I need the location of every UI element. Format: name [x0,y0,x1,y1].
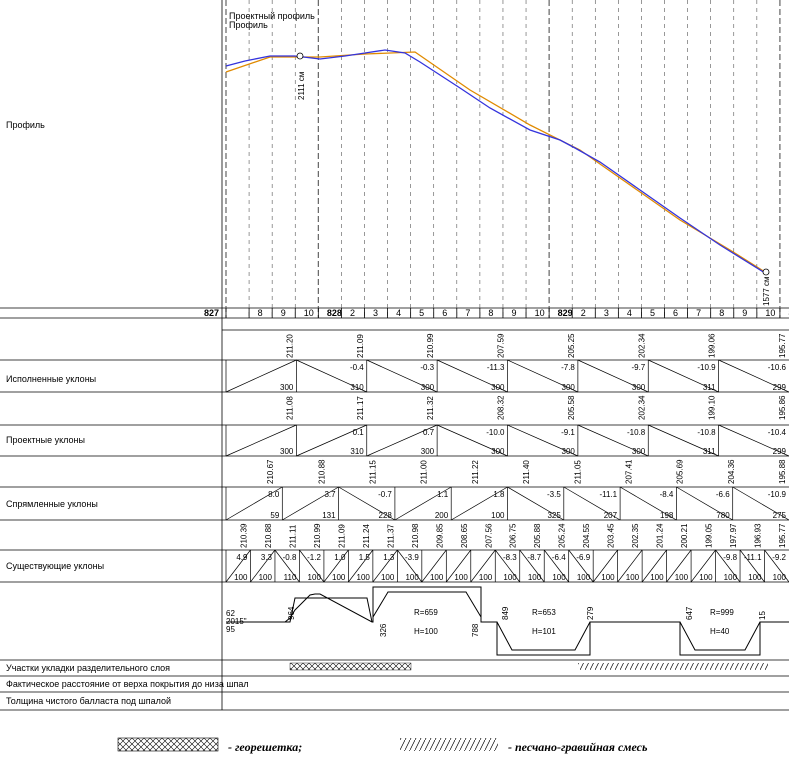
curve3-height: H=40 [710,627,730,636]
slope-value: -8.3 [502,553,517,562]
slope-value: -9.8 [723,553,738,562]
segment-length: 300 [561,383,575,392]
curve2-radius: R=653 [532,608,556,617]
km-label: 9 [511,308,517,318]
elevation-mark: 204.55 [582,523,592,548]
km-label: 9 [280,308,286,318]
segment-length: 300 [491,447,505,456]
elevation-mark: 206.75 [508,523,518,548]
segment-length: 311 [702,383,716,392]
slope-value: 0.1 [352,428,364,437]
segment-length: 100 [601,573,615,582]
segment-length: 300 [280,447,294,456]
elevation-mark: 195.77 [778,333,787,358]
elevation-mark: 211.24 [361,524,371,548]
elevation-mark: 205.69 [675,459,685,484]
existing-slopes [226,523,789,582]
km-label: 8 [719,308,725,318]
segment-length: 299 [772,447,786,456]
elevation-mark: 202.34 [637,333,647,358]
km-label: 828 [326,308,342,318]
elevation-mark: 211.37 [386,524,396,548]
elevation-mark: 204.36 [726,459,736,484]
km-label: 8 [257,308,263,318]
existing-row-label: Существующие уклоны [6,561,105,571]
curve1-radius: R=659 [414,608,438,617]
slope-value: -10.4 [767,428,786,437]
segment-length: 100 [723,573,738,582]
legend-design-label: Проектный профиль [229,11,315,21]
elevation-mark: 195.77 [778,523,787,548]
segment-length: 300 [280,383,294,392]
profile-chart [226,11,771,306]
actual-profile-line [226,50,765,273]
segment-length: 131 [322,511,336,520]
elevation-mark: 199.06 [707,333,717,358]
elevation-mark: 210.99 [426,333,436,358]
elevation-mark: 197.97 [729,523,739,548]
segment-length: 300 [631,383,646,392]
slope-value: 8.0 [268,490,280,499]
slope-value: 1.0 [334,553,346,562]
segment-length: 300 [631,447,646,456]
elevation-mark: 202.34 [637,395,647,420]
segment-length: 300 [561,447,575,456]
slope-value: -3.5 [547,490,561,499]
km-label: 829 [557,308,573,318]
slope-value: -6.9 [576,553,591,562]
profile-row-label: Профиль [6,120,45,130]
elevation-mark: 200.21 [680,523,690,548]
elevation-mark: 207.41 [624,459,634,484]
sand-gravel-legend-swatch [400,738,498,751]
elevation-mark: 195.86 [778,395,787,420]
segment-length: 100 [332,573,346,582]
elevation-mark: 205.88 [533,523,543,548]
km-label: 3 [603,308,609,318]
segment-length: 200 [434,511,449,520]
marker-right-circle [763,269,769,275]
separating-layer-label: Участки укладки разделительного слоя [6,663,171,673]
km-label: 4 [396,308,402,318]
straightened-row-label: Спрямленные уклоны [6,499,98,509]
elevation-mark: 210.99 [312,523,322,548]
slope-value: -9.2 [772,553,786,562]
straightened-slopes [226,459,789,520]
segment-length: 100 [405,573,419,582]
curve-start-2: 2015" [226,617,247,626]
sand-gravel-legend-label: - песчано-гравийная смесь [508,740,648,754]
slope-value: 1.3 [383,553,395,562]
slope-value: -0.8 [282,553,297,562]
slope-value: -10.8 [627,428,646,437]
elevation-mark: 211.22 [470,460,480,484]
slope-value: -6.6 [715,490,730,499]
segment-length: 59 [270,511,280,520]
segment-length: 100 [380,573,395,582]
slope-value: -9.7 [631,363,646,372]
slope-value: -11.1 [743,553,762,562]
elevation-mark: 199.10 [707,395,717,420]
slope-value: -10.6 [767,363,786,372]
curves-row [226,587,789,655]
elevation-mark: 201.24 [655,523,665,548]
segment-length: 300 [420,383,435,392]
elevation-mark: 205.24 [557,523,567,548]
km-label: 4 [626,308,632,318]
elevation-mark: 211.17 [355,396,365,420]
actual-distance-label: Фактическое расстояние от верха покрытия до низа шпал [6,679,249,689]
slope-value: 1.8 [493,490,505,499]
curve-mark-7: 15 [758,611,767,620]
elevation-mark: 202.35 [631,523,641,548]
curve2-height: H=101 [532,627,556,636]
slope-value: 4.9 [236,553,248,562]
elevation-mark: 211.32 [426,396,436,420]
legend-actual-label: Профиль [229,20,268,30]
elevation-mark: 211.11 [288,524,298,548]
elevation-mark: 195.88 [778,459,787,484]
curve-mark-1: 964 [287,606,296,620]
segment-length: 310 [350,447,364,456]
slope-value: -8.7 [527,553,542,562]
curve-baseline [226,587,789,655]
elevation-mark: 211.20 [285,334,295,358]
elevation-mark: 207.56 [484,523,494,548]
sand-gravel-section [578,663,768,670]
segment-length: 300 [420,447,435,456]
segment-length: 100 [674,573,689,582]
segment-length: 100 [258,573,272,582]
km-label: 9 [742,308,748,318]
slope-value: 1.1 [437,490,449,499]
elevation-mark: 211.15 [368,460,378,484]
slope-value: -8.4 [659,490,674,499]
curve-mark-6: 647 [685,606,694,620]
curve-mark-5: 279 [586,606,595,620]
curve-mark-2: 326 [379,623,388,637]
segment-length: 198 [660,511,674,520]
segment-length: 100 [650,573,664,582]
segment-length: 228 [378,511,392,520]
km-label: 827 [204,308,220,318]
slope-value: -7.8 [561,363,575,372]
km-label: 10 [765,308,776,318]
elevation-mark: 211.09 [337,524,347,548]
executed-row-label: Исполненные уклоны [6,374,97,384]
elevation-mark: 207.59 [496,333,506,358]
elevation-mark: 203.45 [606,523,616,548]
slope-value: -0.3 [420,363,435,372]
segment-length: 100 [307,573,321,582]
elevation-mark: 208.32 [496,395,506,420]
georeshetka-legend-label: - георешетка; [228,740,303,754]
segment-length: 100 [527,573,542,582]
slope-value: -11.1 [599,490,618,499]
elevation-mark: 196.93 [753,523,763,548]
segment-length: 325 [547,511,561,520]
segment-length: 311 [702,447,716,456]
slope-value: 1.5 [358,553,370,562]
slope-value: -0.7 [378,490,392,499]
elevation-mark: 210.88 [317,459,327,484]
segment-length: 100 [772,573,786,582]
elevation-mark: 205.25 [566,333,576,358]
km-label: 6 [673,308,679,318]
segment-length: 100 [234,573,248,582]
slope-value: -9.1 [561,428,575,437]
segment-length: 780 [716,511,730,520]
slope-value: -1.2 [307,553,321,562]
elevation-mark: 211.05 [573,460,583,484]
curve-start-1: 62 [226,609,235,618]
elevation-mark: 211.40 [522,460,532,484]
km-label: 5 [649,308,655,318]
slope-value: -3.9 [405,553,419,562]
executed-slopes [226,333,789,392]
segment-length: 100 [491,511,505,520]
slope-value: 3.3 [260,553,272,562]
curve-start-3: 95 [226,625,235,634]
km-label: 2 [349,308,355,318]
segment-length: 100 [503,573,517,582]
km-label: 6 [442,308,448,318]
km-label: 2 [580,308,586,318]
km-label: 5 [419,308,425,318]
ballast-label: Толщина чистого балласта под шпалой [6,696,172,706]
segment-length: 100 [454,573,468,582]
design-row-label: Проектные уклоны [6,435,85,445]
km-label: 10 [303,308,314,318]
km-label: 7 [696,308,702,318]
curve1-height: H=100 [414,627,438,636]
design-slopes [226,395,789,456]
segment-length: 100 [552,573,566,582]
km-label: 10 [534,308,545,318]
curve3-radius: R=999 [710,608,734,617]
segment-length: 100 [576,573,591,582]
segment-length: 100 [356,573,370,582]
elevation-mark: 210.39 [239,523,249,548]
slope-value: -10.9 [767,490,786,499]
marker-right-label: 1577 см [762,276,771,306]
slope-value: -10.0 [486,428,505,437]
km-label: 8 [488,308,494,318]
segment-length: 300 [491,383,505,392]
segment-length: 275 [772,511,786,520]
segment-length: 207 [603,511,618,520]
design-profile-line [226,52,765,272]
kilometer-row [204,308,789,318]
georeshetka-legend-swatch [118,738,218,751]
slope-value: -11.3 [486,363,505,372]
segment-length: 100 [699,573,713,582]
elevation-mark: 211.09 [355,334,365,358]
elevation-mark: 199.05 [704,523,714,548]
segment-length: 110 [283,573,297,582]
elevation-mark: 210.67 [266,459,276,484]
segment-length: 299 [772,383,786,392]
elevation-mark: 205.58 [566,395,576,420]
slope-value: 0.7 [423,428,435,437]
slope-value: -0.4 [349,363,364,372]
georeshetka-section [290,663,411,670]
marker-left-label: 2111 см [297,71,306,100]
curve-mark-3: 788 [471,623,480,637]
segment-length: 100 [625,573,640,582]
marker-left-circle [297,53,303,59]
elevation-mark: 211.08 [285,396,295,420]
segment-length: 100 [478,573,493,582]
elevation-mark: 209.85 [435,523,445,548]
elevation-mark: 211.00 [419,460,429,484]
slope-value: 3.7 [324,490,336,499]
segment-length: 100 [429,573,444,582]
km-label: 3 [373,308,379,318]
slope-value: -10.8 [697,428,716,437]
km-label: 7 [465,308,471,318]
picket-grid-lines [226,0,780,318]
slope-value: -10.9 [697,363,716,372]
slope-value: -6.4 [551,553,566,562]
elevation-mark: 208.65 [459,523,469,548]
elevation-mark: 210.88 [263,523,273,548]
segment-length: 100 [748,573,762,582]
segment-length: 310 [350,383,364,392]
elevation-mark: 210.98 [410,523,420,548]
curve-mark-4: 849 [501,606,510,620]
